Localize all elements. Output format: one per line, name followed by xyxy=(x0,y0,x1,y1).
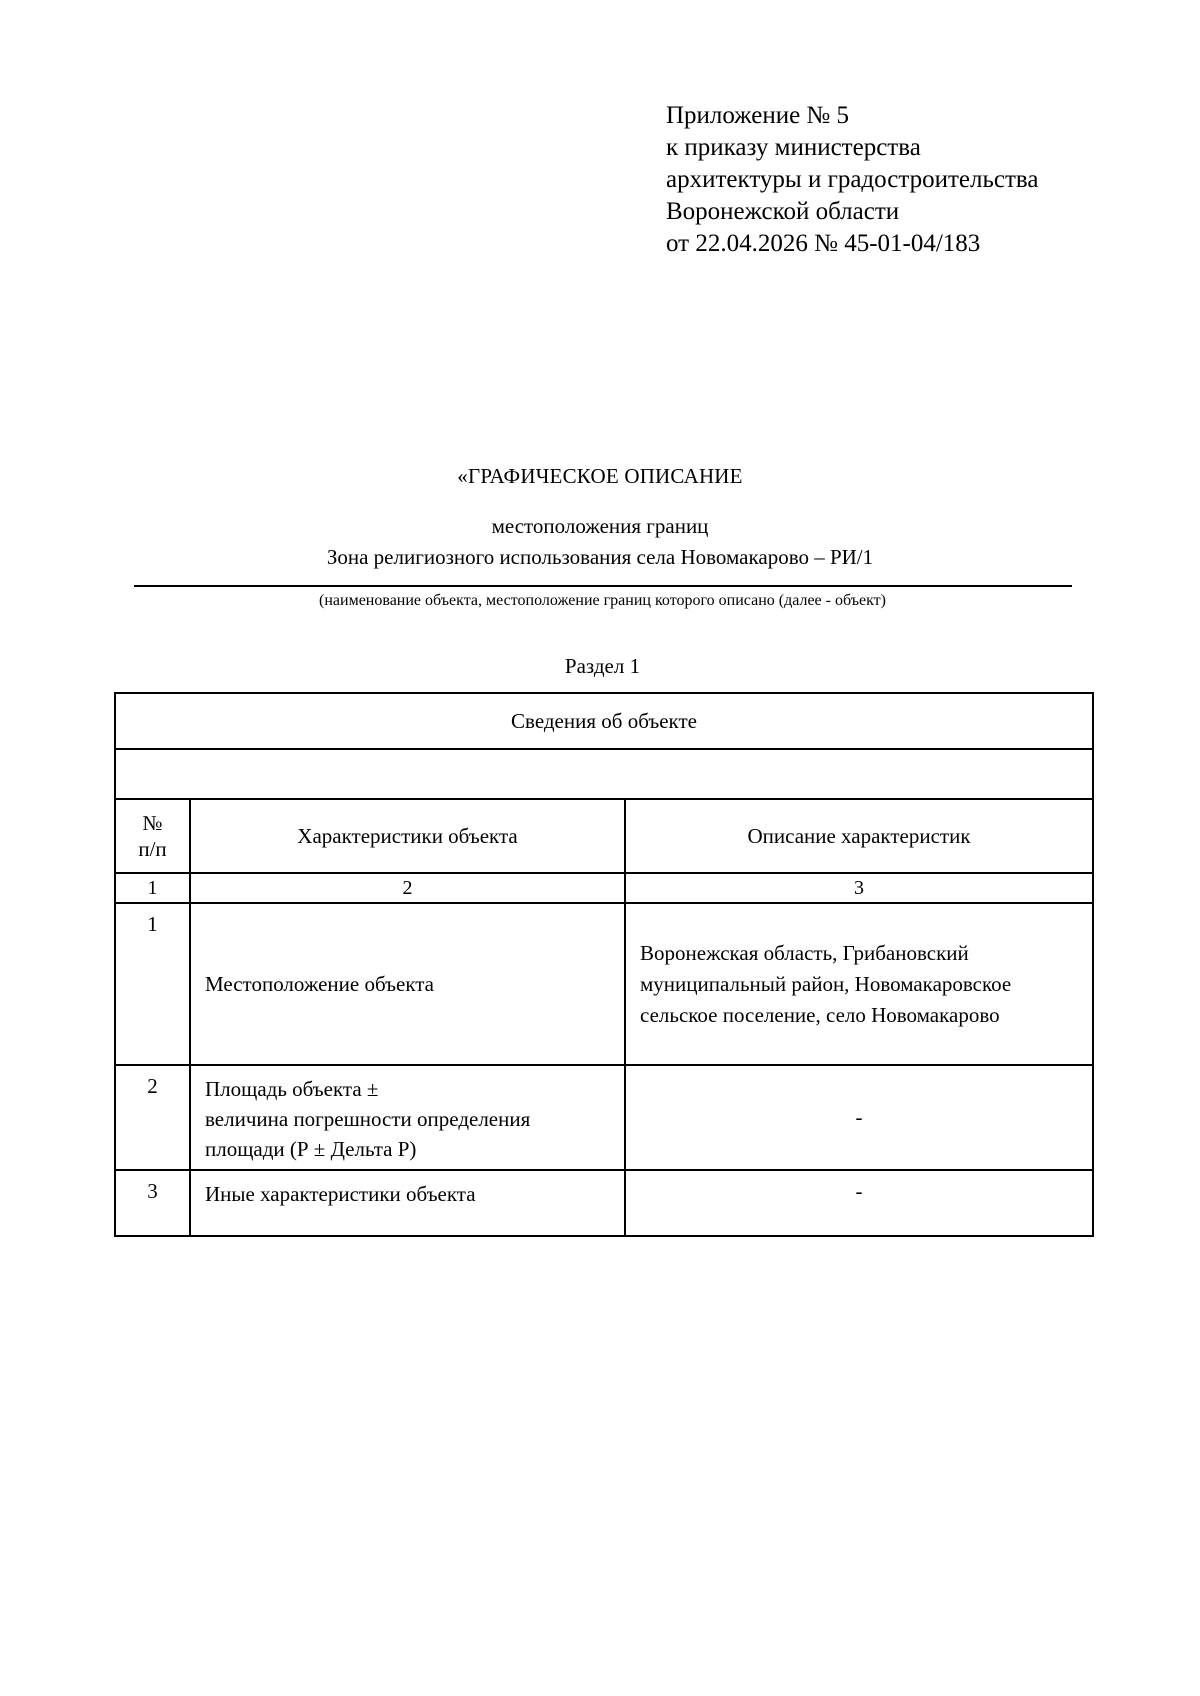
object-name: Зона религиозного использования села Новомакарово – РИ/1 xyxy=(326,545,874,569)
column-header-characteristics: Характеристики объекта xyxy=(190,799,625,873)
appendix-line: архитектуры и градостроительства xyxy=(666,166,1039,193)
row-value-line: Воронежская область, Грибановский xyxy=(640,940,969,965)
row-value: - xyxy=(625,1170,1093,1236)
column-number: 1 xyxy=(115,873,190,903)
table-column-headers xyxy=(115,799,1093,873)
document-title: «ГРАФИЧЕСКОЕ ОПИСАНИЕ xyxy=(457,464,743,488)
row-value-line: сельское поселение, село Новомакарово xyxy=(640,1002,1000,1027)
row-label: Местоположение объекта xyxy=(190,903,625,1065)
row-number: 2 xyxy=(115,1065,190,1170)
column-header-number xyxy=(115,799,190,873)
table-row xyxy=(115,1065,1093,1170)
row-label: Иные характеристики объекта xyxy=(190,1170,625,1236)
table-row xyxy=(115,903,1093,1065)
column-number: 3 xyxy=(625,873,1093,903)
row-value xyxy=(625,903,1093,1065)
column-number: 2 xyxy=(190,873,625,903)
empty-cell xyxy=(115,749,1093,799)
appendix-line: Воронежской области xyxy=(666,198,900,225)
appendix-line: от 22.04.2026 № 45-01-04/183 xyxy=(666,230,981,257)
row-value: - xyxy=(625,1065,1093,1170)
appendix-line: к приказу министерства xyxy=(666,134,921,161)
appendix-line: Приложение № 5 xyxy=(666,102,850,129)
row-label-line: Площадь объекта ± xyxy=(205,1077,379,1101)
row-label xyxy=(190,1065,625,1170)
table-header: Сведения об объекте xyxy=(115,693,1093,749)
name-caption: (наименование объекта, местоположение границ которого описано (далее - объект) xyxy=(319,592,886,609)
table-row xyxy=(115,1170,1093,1236)
section-label: Раздел 1 xyxy=(564,654,641,678)
row-label-line: величина погрешности определения xyxy=(205,1107,531,1131)
row-number: 3 xyxy=(115,1170,190,1236)
column-header-number-line: п/п xyxy=(138,837,167,861)
appendix-block xyxy=(666,100,1038,260)
name-underline xyxy=(134,585,1072,587)
row-label-line: площади (Р ± Дельта Р) xyxy=(205,1137,417,1161)
table-column-numbers xyxy=(115,873,1093,903)
object-info-table xyxy=(114,692,1094,1237)
column-header-description: Описание характеристик xyxy=(625,799,1093,873)
row-value-line: муниципальный район, Новомакаровское xyxy=(640,971,1012,996)
column-header-number-line: № xyxy=(142,811,163,835)
table-empty-row xyxy=(115,749,1093,799)
table-header-row xyxy=(115,693,1093,749)
document-subtitle: местоположения границ xyxy=(491,514,709,538)
row-number: 1 xyxy=(115,903,190,1065)
